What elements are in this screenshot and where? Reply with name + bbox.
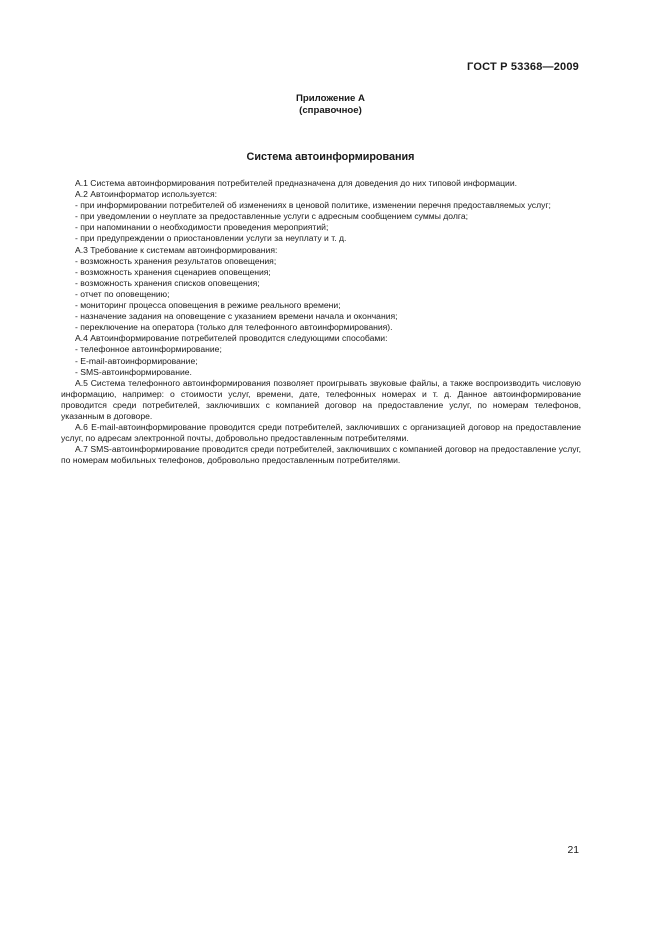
paragraph-a7: А.7 SMS-автоинформирование проводится среди потребителей, заключивших с компанией договор на предоставление услуг, по номерам мобильных телефонов, добровольно предоставленным потребителями. [61,444,581,466]
paragraph-a3: А.3 Требование к системам автоинформирования: [75,244,278,255]
standard-code: ГОСТ Р 53368—2009 [467,61,579,73]
list-item: - при уведомлении о неуплате за предоставленные услуги с адресным сообщением суммы долга; [75,211,468,222]
annex-status: (справочное) [299,105,362,116]
list-item: - SMS-автоинформирование. [75,366,192,377]
list-item: - при предупреждении о приостановлении услуги за неуплату и т. д. [75,233,347,244]
list-item: - при информировании потребителей об изменениях в ценовой политике, изменении перечня предоставляемых услуг; [75,200,551,211]
list-item: - возможность хранения результатов оповещения; [75,255,277,266]
paragraph-a1: А.1 Система автоинформирования потребителей предназначена для доведения до них типовой информации. [75,178,518,188]
paragraph-a5: А.5 Система телефонного автоинформирования позволяет проигрывать звуковые файлы, а также воспроизводить числовую информацию, например: о стоимости услуг, времени, дате, телефонных номерах и т. д. Данное автоинформирование проводится среди потребителей, заключивших с компанией договор на предоставление услуг, по номерам телефонов, указанным в договоре. [61,377,581,421]
section-title: Система автоинформирования [246,151,415,163]
list-item: - назначение задания на оповещение с указанием времени начала и окончания; [75,311,398,322]
annex-label: Приложение А [296,93,365,104]
paragraph-a2: А.2 Автоинформатор используется: [75,189,218,200]
list-item: - при напоминании о необходимости проведения мероприятий; [75,222,329,233]
body-text [61,178,581,466]
list-item: - возможность хранения списков оповещения; [75,277,260,288]
list-item: - переключение на оператора (только для телефонного автоинформирования). [75,322,393,333]
list-item: - E-mail-автоинформирование; [75,355,198,366]
list-item: - возможность хранения сценариев оповещения; [75,266,271,277]
list-item: - мониторинг процесса оповещения в режиме реального времени; [75,300,341,311]
list-item: - отчет по оповещению; [75,288,170,299]
page-number: 21 [567,845,579,856]
paragraph-a4: А.4 Автоинформирование потребителей проводится следующими способами: [75,333,388,344]
annex-heading [0,93,661,117]
list-item: - телефонное автоинформирование; [75,344,222,355]
paragraph-a6: А.6 E-mail-автоинформирование проводится среди потребителей, заключивших с организацией договор на предоставление услуг, по адресам электронной почты, добровольно предоставленным потребителями. [61,422,581,444]
